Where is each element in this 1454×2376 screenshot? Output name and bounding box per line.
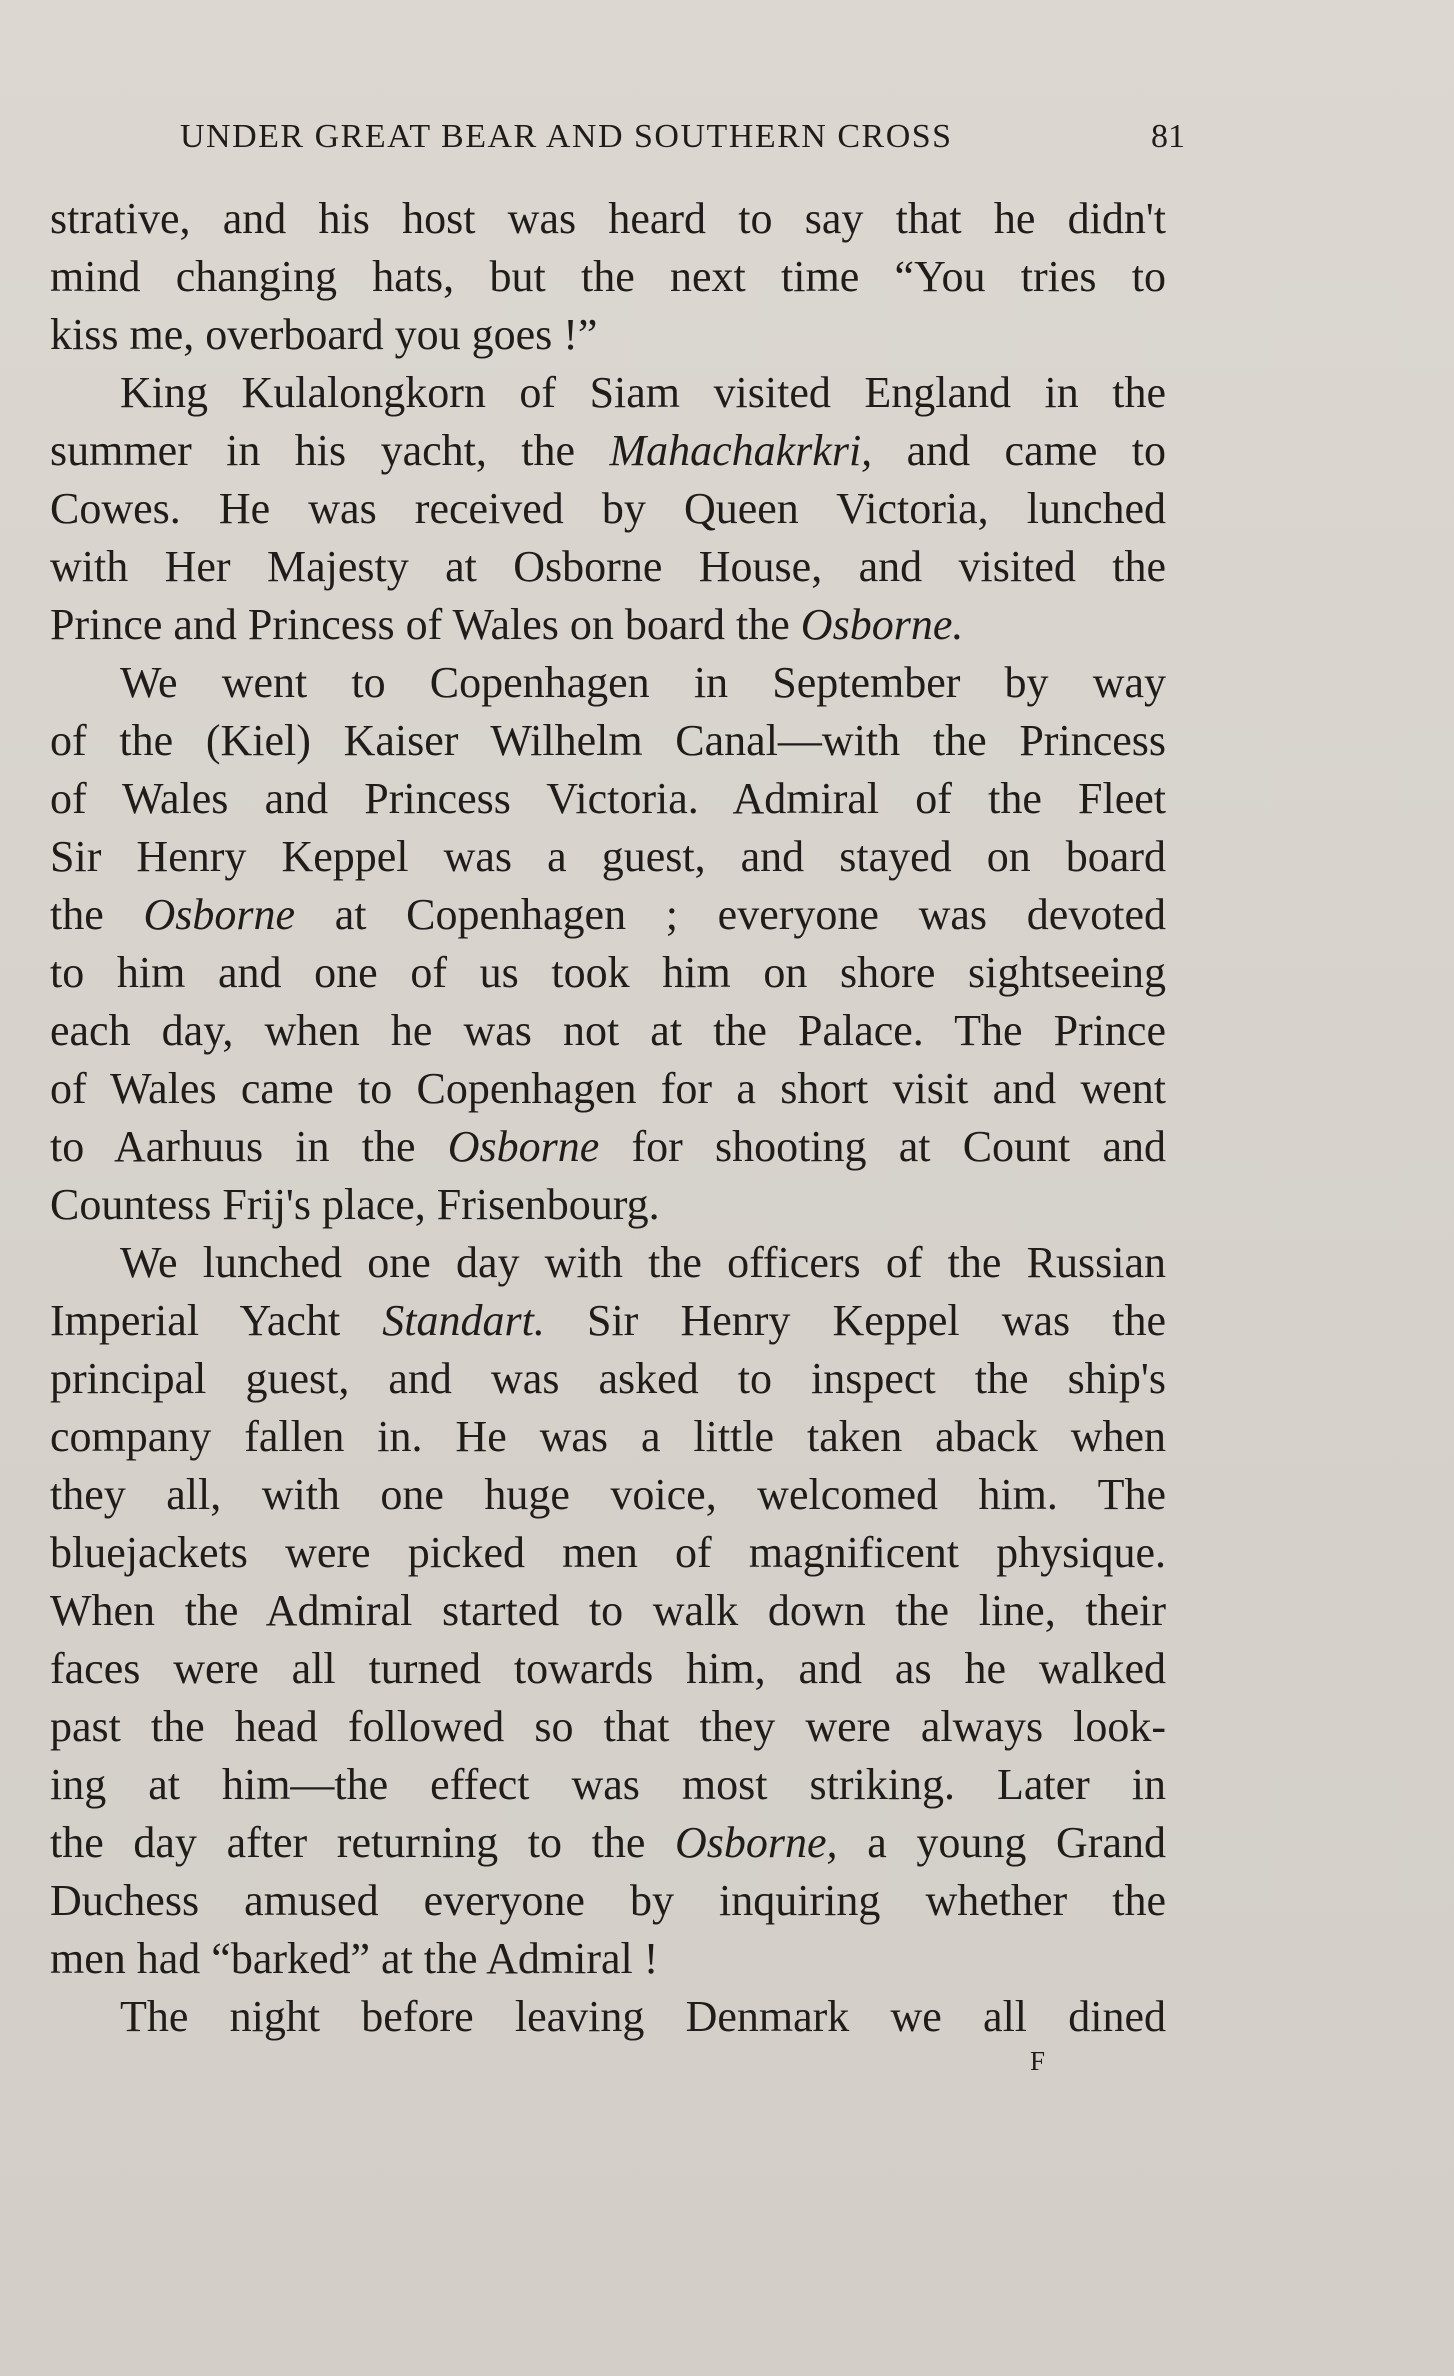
text-line: principal guest, and was asked to inspect the ship's: [50, 1354, 1166, 1403]
text-line: with Her Majesty at Osborne House, and visited the: [50, 542, 1166, 591]
text-line: company fallen in. He was a little taken aback when: [50, 1412, 1166, 1461]
text-line: Sir Henry Keppel was a guest, and stayed on board: [50, 832, 1166, 881]
text-line: Imperial Yacht Standart. Sir Henry Keppel was the: [50, 1296, 1166, 1345]
text-line: of the (Kiel) Kaiser Wilhelm Canal—with the Princess: [50, 716, 1166, 765]
text-line: summer in his yacht, the Mahachakrkri, and came to: [50, 426, 1166, 475]
running-head: [180, 118, 1185, 166]
page-number: 81: [1151, 118, 1185, 155]
text-line: the day after returning to the Osborne, a young Grand: [50, 1818, 1166, 1867]
body-text: [50, 190, 1166, 2046]
text-line: men had “barked” at the Admiral !: [50, 1934, 659, 1983]
text-line: to him and one of us took him on shore sightseeing: [50, 948, 1166, 997]
text-line: Duchess amused everyone by inquiring whether the: [50, 1876, 1166, 1925]
signature-mark: F: [1030, 2046, 1046, 2076]
text-line: We went to Copenhagen in September by way: [120, 658, 1166, 707]
text-line: to Aarhuus in the Osborne for shooting at Count and: [50, 1122, 1166, 1171]
text-line: mind changing hats, but the next time “You tries to: [50, 252, 1166, 301]
text-line: We lunched one day with the officers of the Russian: [120, 1238, 1166, 1287]
text-line: King Kulalongkorn of Siam visited England in the: [120, 368, 1166, 417]
text-line: past the head followed so that they were always look-: [50, 1702, 1166, 1751]
running-head-title: UNDER GREAT BEAR AND SOUTHERN CROSS: [180, 118, 953, 155]
text-line: each day, when he was not at the Palace. The Prince: [50, 1006, 1166, 1055]
text-line: When the Admiral started to walk down the line, their: [50, 1586, 1166, 1635]
text-line: ing at him—the effect was most striking. Later in: [50, 1760, 1166, 1809]
text-line: faces were all turned towards him, and as he walked: [50, 1644, 1166, 1693]
text-line: bluejackets were picked men of magnificent physique.: [50, 1528, 1166, 1577]
text-line: Countess Frij's place, Frisenbourg.: [50, 1180, 660, 1229]
text-line: they all, with one huge voice, welcomed him. The: [50, 1470, 1166, 1519]
text-line: The night before leaving Denmark we all dined: [120, 1992, 1166, 2041]
text-line: of Wales and Princess Victoria. Admiral of the Fleet: [50, 774, 1166, 823]
text-line: the Osborne at Copenhagen ; everyone was devoted: [50, 890, 1166, 939]
text-line: strative, and his host was heard to say that he didn't: [50, 194, 1166, 243]
text-line: of Wales came to Copenhagen for a short visit and went: [50, 1064, 1166, 1113]
text-line: Cowes. He was received by Queen Victoria, lunched: [50, 484, 1166, 533]
text-line: Prince and Princess of Wales on board the Osborne.: [50, 600, 964, 649]
text-line: kiss me, overboard you goes !”: [50, 310, 598, 359]
